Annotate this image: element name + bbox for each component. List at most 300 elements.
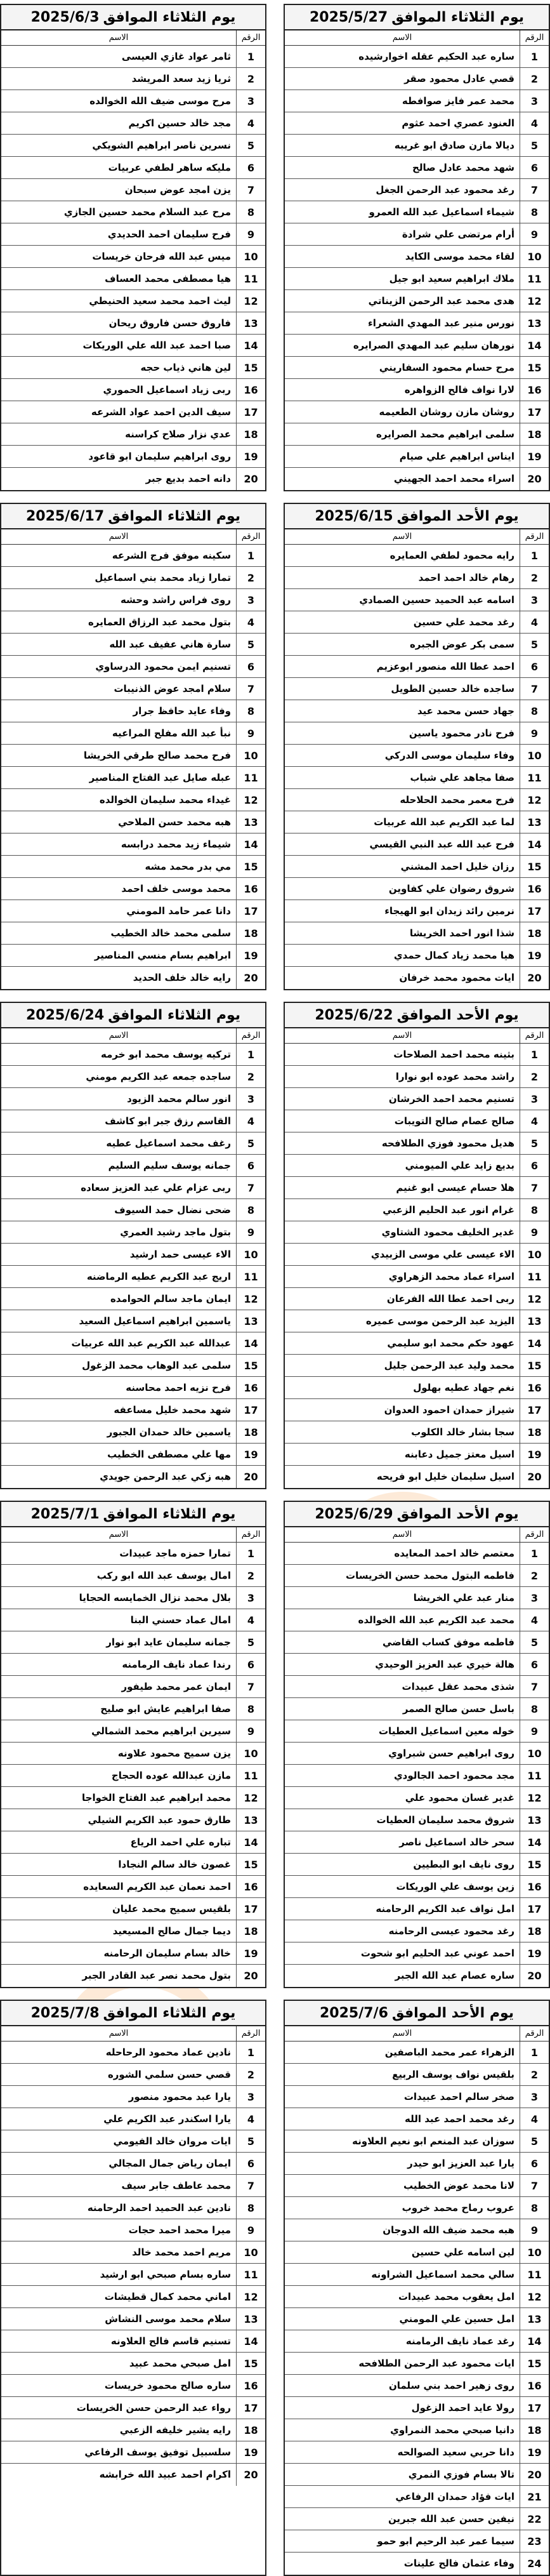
table-row [285, 2419, 549, 2441]
student-name: سلمى عبد الوهاب محمد الزغول [82, 1360, 231, 1371]
row-number: 12 [236, 290, 265, 312]
table-header [285, 529, 549, 545]
table-row [285, 379, 549, 401]
row-number: 7 [520, 1676, 549, 1697]
table-row [1, 112, 265, 135]
table-row [285, 1676, 549, 1698]
table-header [285, 30, 549, 46]
student-name: مازن عبدالله عوده الحجاج [111, 1770, 231, 1781]
student-name: تمارا زياد محمد بني اسماعيل [95, 572, 231, 583]
row-number: 18 [236, 1421, 265, 1443]
student-name: بديع زايد علي الميومني [405, 1160, 514, 1171]
row-number: 7 [236, 678, 265, 700]
student-name: هيا مصطفى محمد العساف [105, 273, 231, 284]
table-row [285, 112, 549, 135]
table-row [1, 1854, 265, 1876]
student-name: ياسمين خالد حمدان الجبور [107, 1426, 231, 1438]
row-number: 1 [520, 1543, 549, 1564]
student-name: شهد محمد خليل مساعفه [114, 1404, 231, 1416]
table-row [285, 2153, 549, 2175]
table-row [285, 246, 549, 268]
row-number: 11 [520, 2264, 549, 2285]
student-name: وفاء عايد حافظ جرار [133, 705, 231, 717]
table-row [285, 2508, 549, 2530]
student-name: غصون خالد سالم النجادا [118, 1859, 231, 1870]
sheet-date: 2025/7/8 [30, 2005, 100, 2021]
student-name: ربى عزام علي عبد العزيز سعاده [81, 1182, 231, 1193]
row-number: 10 [520, 1743, 549, 1764]
row-number: 10 [236, 246, 265, 267]
table-row [285, 1942, 549, 1965]
student-name: رندا عماد نايف الرمامنه [122, 1659, 231, 1670]
sheet-title [1, 1003, 265, 1028]
sheet-date: 2025/6/24 [25, 1007, 105, 1023]
row-number: 20 [236, 2464, 265, 2486]
student-name: نورس منير عبد المهدي الشعراء [368, 317, 514, 329]
table-row [285, 1765, 549, 1787]
student-name: روشان مازن روشان الطعيمه [379, 406, 514, 418]
table-row [285, 856, 549, 878]
student-name: فرح محمد صالح طرقي الخريشا [83, 750, 231, 761]
table-row [285, 1609, 549, 1631]
table-row [285, 1898, 549, 1920]
student-name: الزهراء عمر محمد الباصفين [384, 2047, 514, 2058]
row-number: 10 [236, 1244, 265, 1265]
student-name: مي بدر محمد مشه [145, 861, 231, 872]
row-number: 3 [520, 2086, 549, 2108]
student-name: بلال محمد نزال الخمايسه الحجايا [79, 1592, 231, 1603]
row-number: 15 [520, 2353, 549, 2374]
table-row [1, 423, 265, 446]
table-row [285, 1631, 549, 1654]
student-name: وفاء سليمان موسى الدركي [384, 750, 514, 761]
student-name: صفا ابراهيم عايش ابو صليح [100, 1703, 231, 1715]
row-number: 19 [236, 945, 265, 966]
row-number: 14 [236, 1332, 265, 1354]
row-number: 11 [236, 2264, 265, 2285]
row-number: 7 [236, 2175, 265, 2196]
table-row [285, 1399, 549, 1421]
table-row [285, 2241, 549, 2264]
table-row [285, 2086, 549, 2108]
sheet-title [1, 5, 265, 30]
sheet-date: 2025/6/3 [30, 9, 100, 25]
row-number: 6 [236, 1654, 265, 1675]
row-number: 4 [520, 112, 549, 134]
row-number: 11 [236, 767, 265, 788]
row-number: 10 [520, 2241, 549, 2263]
header-num: الرقم [236, 529, 265, 544]
row-number: 19 [520, 945, 549, 966]
row-number: 20 [236, 967, 265, 989]
table-row [1, 268, 265, 290]
row-number: 16 [236, 1876, 265, 1897]
student-name: بثينه محمد احمد الصلاحات [393, 1049, 514, 1060]
row-number: 19 [520, 2441, 549, 2463]
row-number: 10 [236, 2241, 265, 2263]
row-number: 13 [520, 811, 549, 833]
row-number: 1 [520, 46, 549, 67]
table-row [1, 357, 265, 379]
table-row [1, 179, 265, 201]
student-name: رغف محمد اسماعيل عطيه [106, 1138, 231, 1149]
row-number: 5 [520, 1631, 549, 1653]
student-name: فاروق حسن فاروق ريحان [108, 317, 231, 329]
row-number: 19 [236, 1942, 265, 1964]
student-name: غيداء محمد سليمان الخوالده [99, 794, 231, 806]
row-number: 17 [520, 1399, 549, 1421]
sheet-title [285, 1502, 549, 1527]
row-number: 4 [236, 611, 265, 633]
table-row [1, 1698, 265, 1720]
student-name: احمد عوني عبد الحليم ابو شحوت [360, 1948, 514, 1959]
student-name: محمد عاطف جابر سيف [121, 2180, 231, 2191]
row-number: 9 [236, 223, 265, 245]
student-name: ساره عبد الحكيم عقله اخوارشيده [358, 51, 514, 62]
student-name: ابراهيم بسام منسي المناصير [94, 950, 231, 961]
table-row [285, 1199, 549, 1221]
row-number: 9 [236, 1720, 265, 1742]
table-row [285, 2219, 549, 2241]
student-name: ميرا محمد احمد حجات [128, 2224, 231, 2236]
table-row [285, 1132, 549, 1155]
student-name: سالي محمد اسماعيل الشراونه [371, 2269, 514, 2280]
row-number: 6 [520, 157, 549, 178]
table-row [285, 2553, 549, 2575]
row-number: 16 [236, 2375, 265, 2396]
sheet-date: 2025/6/29 [315, 1506, 393, 1522]
header-name: الاسم [108, 1031, 129, 1040]
row-number: 8 [520, 1698, 549, 1720]
student-name: لارا نواف فالح الزواهره [404, 384, 514, 395]
row-number: 5 [520, 135, 549, 156]
row-number: 16 [236, 878, 265, 900]
row-number: 7 [520, 1177, 549, 1198]
student-name: شيماء اسماعيل عبد الله العمرو [369, 206, 514, 218]
row-number: 5 [520, 2130, 549, 2152]
student-name: احمد عطا الله منصور ابوعزيم [376, 661, 514, 672]
student-name: ايات محمود محمد خرفان [399, 972, 514, 983]
student-name: اريج عبد الكريم عطيه الرماضنه [86, 1271, 231, 1282]
day-sheet [0, 4, 266, 491]
day-sheet [0, 1501, 266, 1988]
table-row [1, 1609, 265, 1631]
row-number: 17 [236, 900, 265, 922]
row-number: 6 [520, 1654, 549, 1675]
table-row [1, 1809, 265, 1831]
table-header [1, 30, 265, 46]
table-row [285, 2530, 549, 2553]
header-name: الاسم [392, 33, 412, 43]
table-row [285, 2441, 549, 2464]
student-name: عبله صايل عبد الفتاح المناصير [89, 772, 231, 783]
row-number: 24 [520, 2553, 549, 2575]
table-row [1, 967, 265, 989]
table-row [1, 2330, 265, 2353]
row-number: 8 [236, 201, 265, 223]
student-name: شذا انور احمد الخريشا [409, 927, 514, 939]
student-name: امل حسين علي المومني [399, 2313, 514, 2325]
row-number: 16 [520, 1876, 549, 1897]
row-number: 8 [520, 1199, 549, 1221]
table-row [285, 1244, 549, 1266]
row-number: 3 [236, 90, 265, 112]
student-name: لما عبد الكريم عبد الله عربيات [374, 816, 514, 828]
student-name: بتول محمد نصر عبد القادر الجبر [82, 1970, 231, 1981]
table-row [1, 335, 265, 357]
student-name: زين يوسف علي الوريكات [396, 1881, 514, 1892]
row-number: 4 [520, 2108, 549, 2130]
student-name: ديما جمال صالح المسيعيد [112, 1925, 231, 1937]
row-number: 6 [236, 656, 265, 677]
table-row [285, 767, 549, 789]
row-number: 20 [520, 967, 549, 989]
student-name: احمد نعمان عبد الكريم السعايده [83, 1881, 231, 1892]
row-number: 3 [236, 589, 265, 611]
student-name: روى زهير احمد بني سلمان [388, 2380, 514, 2391]
table-row [1, 567, 265, 589]
table-row [1, 2175, 265, 2197]
student-name: نورهان سليم عبد المهدي الصرايره [353, 340, 514, 351]
row-number: 3 [520, 1088, 549, 1110]
row-number: 3 [520, 589, 549, 611]
table-row [1, 90, 265, 112]
row-number: 14 [520, 335, 549, 356]
student-name: ساجده جمعه عبد الكريم مومني [86, 1071, 231, 1082]
table-row [285, 1421, 549, 1444]
sheet-date: 2025/7/6 [319, 2005, 388, 2021]
table-row [1, 2375, 265, 2397]
row-number: 12 [520, 1787, 549, 1809]
table-row [1, 1155, 265, 1177]
row-number: 19 [520, 446, 549, 467]
student-name: غدير الخليف محمود الشتاوي [381, 1226, 514, 1238]
row-number: 19 [520, 1942, 549, 1964]
table-row [285, 1920, 549, 1942]
student-name: العنود عصري احمد عثوم [402, 117, 514, 129]
table-row [285, 1809, 549, 1831]
table-header [285, 1028, 549, 1044]
row-number: 16 [236, 1377, 265, 1398]
table-row [1, 611, 265, 634]
table-row [285, 1088, 549, 1110]
student-name: بلقيس سميح محمد عليان [112, 1903, 231, 1915]
table-row [1, 1199, 265, 1221]
student-name: فرح نزيه احمد محاسنه [126, 1382, 231, 1393]
row-number: 7 [520, 2175, 549, 2196]
table-row [285, 545, 549, 567]
student-name: رزان خليل احمد المشني [400, 861, 514, 872]
student-name: عبدالله عبد الكريم عبد الله عربيات [71, 1338, 231, 1349]
student-name: مريم احمد محمد خالد [132, 2247, 231, 2258]
student-name: ساره عصام عبد الله الجبر [395, 1970, 514, 1981]
student-name: سيما عمر عبد الرحيم ابو حمو [377, 2535, 514, 2547]
row-number: 8 [520, 201, 549, 223]
row-number: 8 [236, 700, 265, 722]
table-row [1, 446, 265, 468]
row-number: 13 [520, 1809, 549, 1831]
table-row [1, 922, 265, 945]
student-name: سلام محمد موسى النشاش [105, 2313, 231, 2325]
table-row [1, 1720, 265, 1743]
sheet-day: يوم الأحد الموافق [396, 1007, 519, 1023]
student-name: سجا بشار خالد الكلوب [411, 1426, 514, 1438]
table-row [285, 423, 549, 446]
table-row [285, 290, 549, 312]
table-header [285, 1527, 549, 1543]
row-number: 7 [520, 678, 549, 700]
table-row [285, 900, 549, 922]
student-name: اسيل معتز جميل دعابنه [404, 1449, 514, 1460]
table-row [1, 678, 265, 700]
student-name: معتصم خالد احمد المعايده [394, 1548, 514, 1559]
student-name: ياسمين ابراهيم اسماعيل السعيد [79, 1315, 231, 1327]
table-row [1, 2308, 265, 2330]
table-row [285, 811, 549, 833]
student-name: سيف الدين احمد عواد الشرعه [91, 406, 231, 418]
table-row [285, 401, 549, 423]
row-number: 14 [236, 1831, 265, 1853]
row-number: 21 [520, 2486, 549, 2507]
row-number: 2 [236, 567, 265, 588]
row-number: 13 [520, 312, 549, 334]
row-number: 1 [520, 1044, 549, 1065]
row-number: 23 [520, 2530, 549, 2552]
table-row [1, 1676, 265, 1698]
table-row [1, 1355, 265, 1377]
row-number: 9 [520, 1720, 549, 1742]
sheet-day: يوم الأحد الموافق [396, 1506, 519, 1522]
student-name: تسنيم ايمن محمود الدرساوي [95, 661, 231, 672]
student-name: دانه احمد بديع جبر [145, 473, 231, 484]
table-row [285, 201, 549, 223]
table-row [1, 1920, 265, 1942]
row-number: 2 [236, 1565, 265, 1586]
student-name: نبأ عبد الله مفلح المراعيه [112, 727, 231, 739]
table-row [285, 1831, 549, 1854]
row-number: 2 [236, 1066, 265, 1087]
table-row [1, 1132, 265, 1155]
student-name: روى ابراهيم حسن شبراوي [388, 1748, 514, 1759]
table-row [285, 157, 549, 179]
table-row [285, 1720, 549, 1743]
table-row [1, 1654, 265, 1676]
student-name: اماني محمد كمال قطيشات [104, 2291, 231, 2302]
sheet-date: 2025/6/17 [25, 508, 105, 524]
student-name: نيفين حسن عبد الله جبرين [388, 2513, 514, 2525]
header-name: الاسم [392, 1530, 412, 1539]
table-row [285, 1787, 549, 1809]
table-row [285, 68, 549, 90]
row-number: 8 [520, 2197, 549, 2219]
row-number: 18 [520, 1421, 549, 1443]
row-number: 1 [520, 2042, 549, 2063]
student-name: سلمى ابراهيم محمد الصرايره [376, 428, 514, 440]
student-name: امال يوسف عبد الله ابو ركب [96, 1570, 231, 1581]
row-number: 17 [236, 401, 265, 423]
row-number: 15 [520, 1355, 549, 1376]
table-row [1, 1088, 265, 1110]
header-num: الرقم [236, 1028, 265, 1043]
row-number: 5 [236, 1631, 265, 1653]
table-row [1, 789, 265, 811]
table-row [285, 1654, 549, 1676]
student-name: مها علي مصطفى الخطيب [107, 1449, 231, 1460]
table-row [1, 1377, 265, 1399]
student-name: جهاد حسن محمد عيد [417, 705, 514, 717]
table-row [1, 2130, 265, 2153]
student-name: غدير غسان محمود علي [405, 1792, 514, 1803]
row-number: 3 [236, 2086, 265, 2108]
table-row [1, 290, 265, 312]
table-row [1, 223, 265, 246]
table-row [285, 1332, 549, 1355]
student-name: شيماء زيد محمد درابسه [121, 839, 231, 850]
table-row [1, 2219, 265, 2241]
student-name: هالة خيري عبد العزيز الوحيدي [375, 1659, 514, 1670]
row-number: 4 [236, 112, 265, 134]
row-number: 5 [520, 634, 549, 655]
row-number: 17 [520, 900, 549, 922]
day-sheet [0, 503, 266, 990]
row-number: 5 [236, 1132, 265, 1154]
table-row [1, 722, 265, 745]
student-name: ايات مروان خالد الفيومي [113, 2135, 231, 2147]
table-row [1, 1743, 265, 1765]
table-row [1, 1942, 265, 1965]
table-row [285, 223, 549, 246]
row-number: 8 [520, 700, 549, 722]
student-name: جمانه سليمان عايد ابو نوار [106, 1637, 231, 1648]
table-row [1, 2153, 265, 2175]
student-name: ربى احمد عطا الله الفرعان [386, 1293, 514, 1305]
student-name: فرح عبد الله عبد النبي القيسي [369, 839, 514, 850]
student-name: اسراء عماد محمد الزهراوي [388, 1271, 514, 1282]
row-number: 5 [236, 634, 265, 655]
table-row [1, 2108, 265, 2130]
table-row [1, 900, 265, 922]
header-num: الرقم [520, 30, 549, 45]
row-number: 4 [236, 1609, 265, 1631]
sheet-day: يوم الأحد الموافق [396, 508, 519, 524]
day-sheet [284, 1002, 550, 1489]
row-number: 2 [520, 68, 549, 90]
table-row [285, 2330, 549, 2353]
student-name: روى نايف ابو البطيين [413, 1859, 514, 1870]
header-num: الرقم [520, 1028, 549, 1043]
row-number: 16 [520, 2375, 549, 2396]
row-number: 2 [520, 1565, 549, 1586]
student-name: رغد عماد نايف الرمامنه [405, 2335, 514, 2347]
day-sheet [284, 2000, 550, 2576]
table-row [285, 2353, 549, 2375]
student-name: وفاء عثمان فالح علينات [403, 2558, 514, 2569]
student-name: عهود حكم محمد ابو سليمي [387, 1338, 514, 1349]
table-row [1, 1631, 265, 1654]
student-name: تسنيم محمد احمد الخرشان [388, 1093, 514, 1105]
row-number: 1 [236, 46, 265, 67]
row-number: 2 [236, 68, 265, 90]
student-name: غرام انور عبد الحليم الزعبي [383, 1204, 514, 1216]
sheet-title [285, 2001, 549, 2026]
row-number: 18 [236, 922, 265, 944]
student-name: رهام خالد احمد احمد [418, 572, 514, 583]
student-name: اسراء محمد احمد الجهيني [393, 473, 514, 484]
student-name: اسيل سليمان خليل ابو فريحه [376, 1471, 514, 1482]
table-row [1, 1787, 265, 1809]
table-row [1, 379, 265, 401]
row-number: 15 [520, 357, 549, 378]
